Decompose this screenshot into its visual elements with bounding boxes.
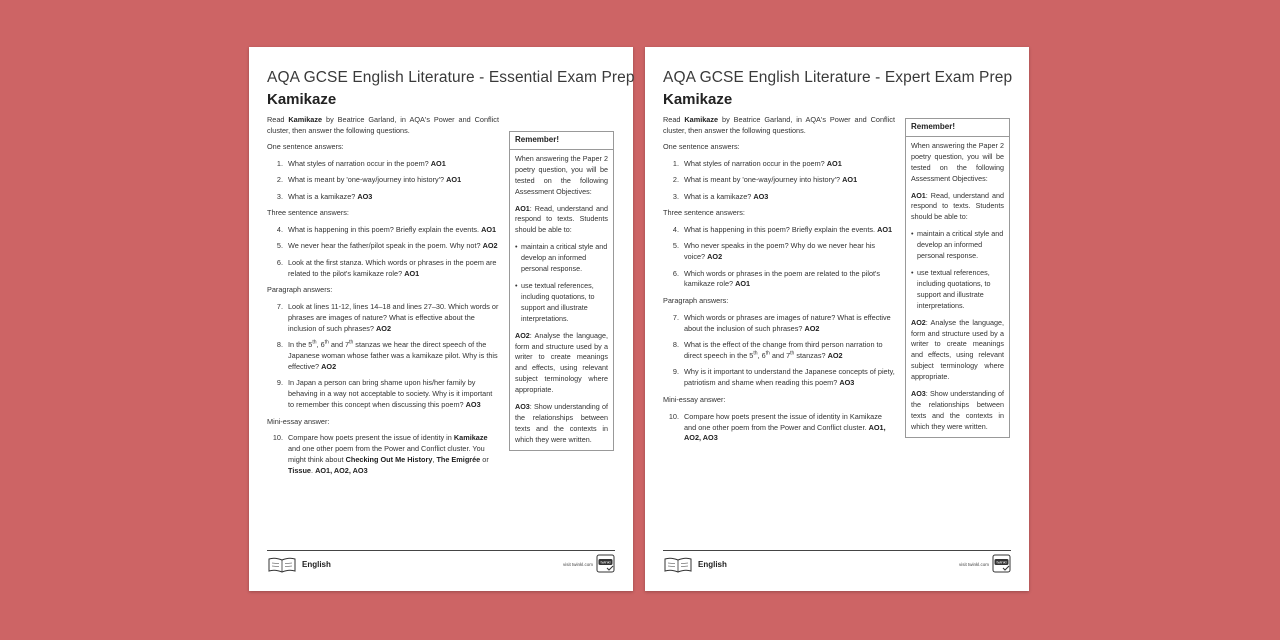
remember-box xyxy=(509,131,614,451)
subject-label: English xyxy=(698,560,727,569)
ao1-bullet: • use textual references, including quotations, to support and illustrate interpretations. xyxy=(911,268,1004,312)
question-item: 10. Compare how poets present the issue of identity in Kamikaze and one other poem from the Power and Conflict cluster. You might think about Checking Out Me History, The Emigrée or Tissue. AO1, AO2, AO3 xyxy=(272,433,489,476)
svg-text:twinkl: twinkl xyxy=(996,559,1007,565)
question-item: 4. What is happening in this poem? Briefly explain the events. AO1 xyxy=(672,224,893,234)
section-heading: One sentence answers: xyxy=(663,141,740,151)
ao1-bullet: • use textual references, including quotations, to support and illustrate interpretations. xyxy=(515,281,608,325)
question-item: 3. What is a kamikaze? AO3 xyxy=(672,191,769,201)
section-heading: Three sentence answers: xyxy=(663,207,745,217)
remember-box xyxy=(905,118,1010,438)
visit-link[interactable]: visit twinkl.com xyxy=(562,562,593,567)
subject-label: English xyxy=(302,560,331,569)
remember-intro: When answering the Paper 2 poetry question, you will be tested on the following Assessment Objectives: xyxy=(911,140,1004,183)
intro-text: Read Kamikaze by Beatrice Garland, in AQA's Power and Conflict cluster, then answer the following questions. xyxy=(663,115,895,135)
page-footer xyxy=(663,550,1011,577)
ao3-description: AO3: Show understanding of the relationships between texts and the contexts in which they were written. xyxy=(515,402,608,444)
open-book-icon xyxy=(267,556,297,573)
remember-intro: When answering the Paper 2 poetry question, you will be tested on the following Assessment Objectives: xyxy=(515,153,608,196)
remember-heading: Remember! xyxy=(510,132,613,150)
page-title: AQA GCSE English Literature - Essential Exam Prep xyxy=(267,69,635,86)
question-item: 6. Look at the first stanza. Which words or phrases in the poem are related to the pilot's kamikaze role? AO1 xyxy=(276,257,497,278)
ao3-description: AO3: Show understanding of the relationships between texts and the contexts in which they were written. xyxy=(911,389,1004,431)
question-item: 9. Why is it important to understand the Japanese concepts of piety, patriotism and shame when reading this poem? AO3 xyxy=(672,367,895,388)
remember-heading: Remember! xyxy=(906,119,1009,137)
questions xyxy=(663,115,895,450)
page-footer xyxy=(267,550,615,577)
intro-text: Read Kamikaze by Beatrice Garland, in AQA's Power and Conflict cluster, then answer the following questions. xyxy=(267,115,499,135)
poem-title: Kamikaze xyxy=(663,91,733,108)
ao1-bullet: • maintain a critical style and develop an informed personal response. xyxy=(515,242,608,275)
page-title: AQA GCSE English Literature - Expert Exam Prep xyxy=(663,69,1013,86)
twinkl-logo-icon xyxy=(992,554,1011,573)
question-item: 4. What is happening in this poem? Briefly explain the events. AO1 xyxy=(276,224,497,234)
question-item: 2. What is meant by 'one-way/journey into history'? AO1 xyxy=(276,175,462,185)
svg-text:twinkl: twinkl xyxy=(600,559,611,565)
ao2-description: AO2: Analyse the language, form and structure used by a writer to create meanings and effects, using relevant subject terminology where appropriate. xyxy=(911,317,1004,382)
question-item: 8. In the 5th, 6th and 7th stanzas we hear the direct speech of the Japanese woman whose father was a kamikaze pilot. Why is this effective? AO2 xyxy=(276,339,498,371)
question-item: 7. Look at lines 11-12, lines 14–18 and lines 27–30. Which words or phrases are images of nature? What is effective about the inclusion of such phrases? AO2 xyxy=(276,301,499,333)
worksheet-essential xyxy=(249,47,633,591)
question-item: 1. What styles of narration occur in the poem? AO1 xyxy=(276,158,446,168)
twinkl-logo-icon xyxy=(596,554,615,573)
ao2-description: AO2: Analyse the language, form and structure used by a writer to create meanings and effects, using relevant subject terminology where appropriate. xyxy=(515,330,608,395)
question-item: 7. Which words or phrases are images of nature? What is effective about the inclusion of such phrases? AO2 xyxy=(672,312,891,333)
visit-link[interactable]: visit twinkl.com xyxy=(958,562,989,567)
question-item: 2. What is meant by 'one-way/journey into history'? AO1 xyxy=(672,175,858,185)
section-heading: Mini-essay answer: xyxy=(663,394,726,404)
open-book-icon xyxy=(663,556,693,573)
worksheet-expert xyxy=(645,47,1029,591)
ao1-bullet: • maintain a critical style and develop an informed personal response. xyxy=(911,229,1004,262)
questions xyxy=(267,115,499,483)
ao1-description: AO1: Read, understand and respond to texts. Students should be able to: xyxy=(911,190,1004,222)
question-item: 6. Which words or phrases in the poem are related to the pilot's kamikaze role? AO1 xyxy=(672,268,881,289)
question-item: 5. Who never speaks in the poem? Why do we never hear his voice? AO2 xyxy=(672,241,876,262)
section-heading: Paragraph answers: xyxy=(663,295,729,305)
section-heading: Three sentence answers: xyxy=(267,207,349,217)
question-item: 5. We never hear the father/pilot speak in the poem. Why not? AO2 xyxy=(276,241,498,251)
question-item: 8. What is the effect of the change from third person narration to direct speech in the 5th, 6th and 7th stanzas? AO2 xyxy=(672,340,883,360)
question-item: 10. Compare how poets present the issue of identity in Kamikaze and one other poem from the Power and Conflict cluster. AO1, AO2, AO3 xyxy=(668,411,886,443)
question-item: 3. What is a kamikaze? AO3 xyxy=(276,191,373,201)
poem-title: Kamikaze xyxy=(267,91,337,108)
section-heading: Mini-essay answer: xyxy=(267,416,330,426)
section-heading: One sentence answers: xyxy=(267,141,344,151)
question-item: 1. What styles of narration occur in the poem? AO1 xyxy=(672,158,842,168)
question-item: 9. In Japan a person can bring shame upon his/her family by behaving in a way not acceptable to society. Why is it important to remember this concept when discussing this poem? AO3 xyxy=(276,378,493,410)
ao1-description: AO1: Read, understand and respond to texts. Students should be able to: xyxy=(515,203,608,235)
section-heading: Paragraph answers: xyxy=(267,284,333,294)
